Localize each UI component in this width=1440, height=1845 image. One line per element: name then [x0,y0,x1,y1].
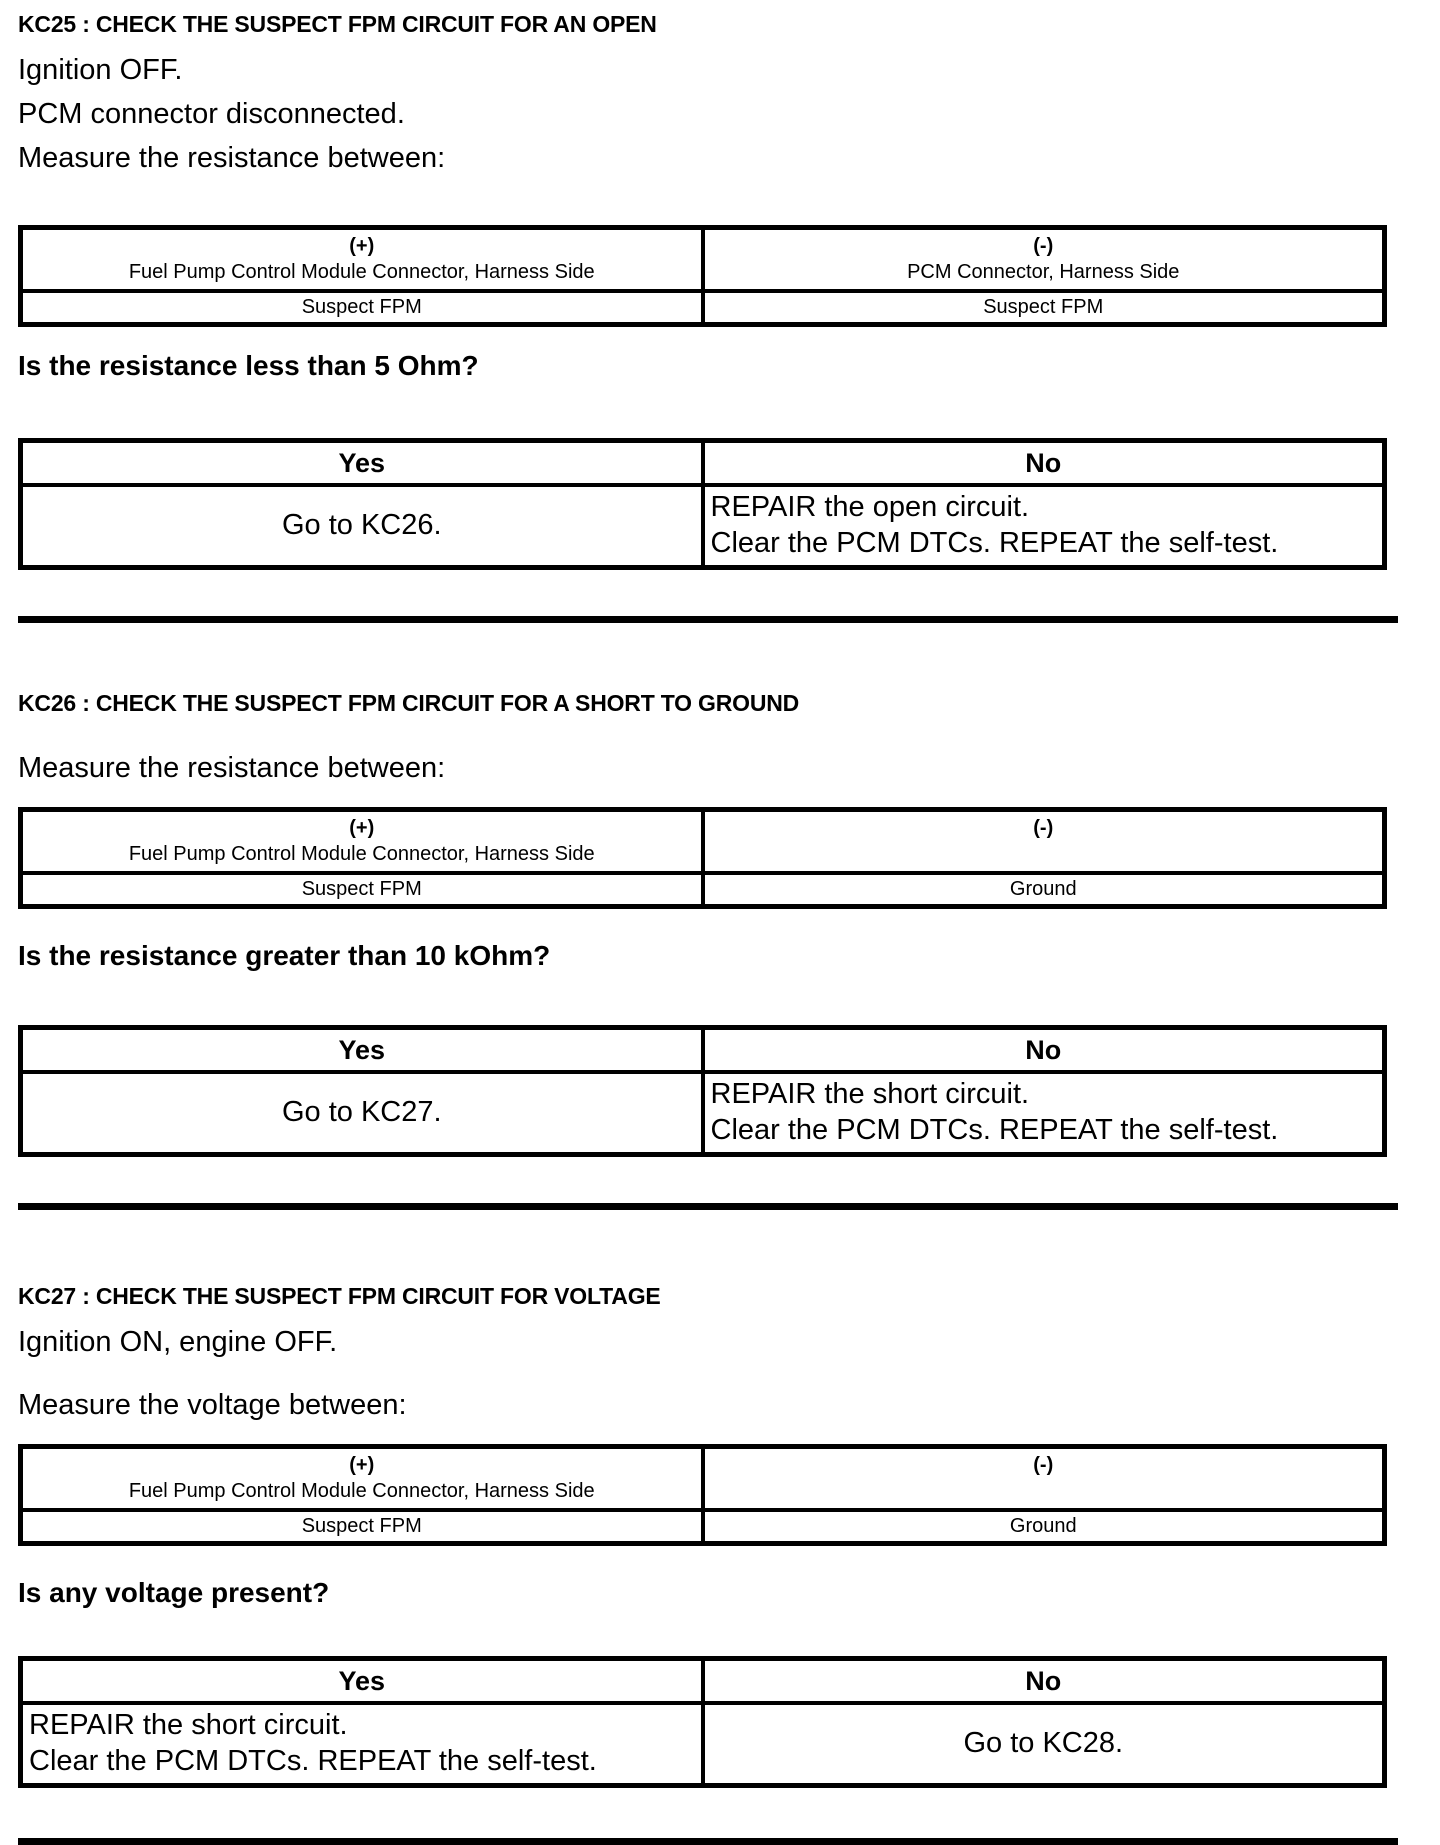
table-row [21,1510,1385,1544]
decision-question: Is the resistance greater than 10 kOhm? [18,940,551,971]
yes-action-cell [21,485,703,568]
table-row [21,1703,1385,1786]
yes-action-cell [21,1072,703,1155]
negative-circuit-cell [703,291,1385,325]
action-line: Go to KC28. [963,1727,1124,1759]
circuit-label: Suspect FPM [301,296,422,318]
pinpoint-step-kc25 [18,12,1440,570]
measurement-points-table [18,1444,1387,1546]
action-line: Clear the PCM DTCs. REPEAT the self-test. [710,527,1279,559]
table-row [21,1659,1385,1704]
connector-label: Fuel Pump Control Module Connector, Harness Side [128,1480,595,1502]
action-line: Clear the PCM DTCs. REPEAT the self-test. [710,1114,1279,1146]
decision-table [18,438,1387,570]
negative-circuit-cell [703,1510,1385,1544]
circuit-label: Ground [1009,1515,1077,1537]
measure-instruction: Measure the resistance between: [18,142,446,174]
circuit-label: Suspect FPM [301,1515,422,1537]
table-row [21,810,1385,874]
circuit-label: Suspect FPM [301,878,422,900]
action-line: Go to KC27. [281,1096,442,1128]
decision-question: Is the resistance less than 5 Ohm? [18,350,479,381]
no-action-cell [703,1072,1385,1155]
decision-table [18,1025,1387,1157]
section-divider [18,1203,1398,1210]
step-heading: KC27 : CHECK THE SUSPECT FPM CIRCUIT FOR VOLTAGE [18,1283,661,1309]
connector-label [711,1478,1377,1504]
measure-instruction: Measure the resistance between: [18,752,446,784]
section-divider [18,616,1398,623]
action-line: REPAIR the short circuit. [29,1709,348,1741]
pinpoint-step-kc27 [18,1284,1440,1788]
step-heading: KC25 : CHECK THE SUSPECT FPM CIRCUIT FOR AN OPEN [18,11,657,37]
negative-lead-cell [703,1447,1385,1511]
step-heading: KC26 : CHECK THE SUSPECT FPM CIRCUIT FOR A SHORT TO GROUND [18,690,800,716]
test-condition: Ignition ON, engine OFF. [18,1326,338,1358]
test-condition: Ignition OFF. [18,54,183,86]
polarity-label: (-) [1033,235,1054,257]
polarity-label: (+) [349,817,375,839]
connector-label: Fuel Pump Control Module Connector, Harness Side [128,261,595,283]
negative-lead-cell [703,810,1385,874]
table-row [21,873,1385,907]
yes-column-header: Yes [21,441,703,486]
no-action-cell [703,1703,1385,1786]
connector-label: PCM Connector, Harness Side [907,261,1180,283]
action-line: REPAIR the open circuit. [710,491,1030,523]
action-line: Clear the PCM DTCs. REPEAT the self-test. [29,1745,597,1777]
table-row [21,228,1385,292]
yes-column-header: Yes [21,1028,703,1073]
table-row [21,291,1385,325]
decision-question: Is any voltage present? [18,1577,330,1608]
measurement-points-table [18,225,1387,327]
no-column-header: No [703,1028,1385,1073]
polarity-label: (+) [349,1454,375,1476]
decision-table [18,1656,1387,1788]
table-row [21,1028,1385,1073]
polarity-label: (-) [1033,1454,1054,1476]
positive-circuit-cell [21,291,703,325]
measure-instruction: Measure the voltage between: [18,1389,407,1421]
negative-lead-cell [703,228,1385,292]
test-condition: PCM connector disconnected. [18,98,405,130]
polarity-label: (+) [349,235,375,257]
positive-circuit-cell [21,1510,703,1544]
yes-column-header: Yes [21,1659,703,1704]
table-row [21,1447,1385,1511]
section-divider [18,1838,1398,1845]
no-column-header: No [703,1659,1385,1704]
action-line: REPAIR the short circuit. [710,1078,1030,1110]
action-line: Go to KC26. [281,509,442,541]
table-row [21,485,1385,568]
polarity-label: (-) [1033,817,1054,839]
table-row [21,1072,1385,1155]
connector-label: Fuel Pump Control Module Connector, Harness Side [128,843,595,865]
measurement-points-table [18,807,1387,909]
positive-lead-cell [21,1447,703,1511]
pinpoint-step-kc26 [18,691,1440,1157]
connector-label [711,841,1377,867]
circuit-label: Ground [1009,878,1077,900]
negative-circuit-cell [703,873,1385,907]
positive-lead-cell [21,228,703,292]
yes-action-cell [21,1703,703,1786]
positive-circuit-cell [21,873,703,907]
no-action-cell [703,485,1385,568]
table-row [21,441,1385,486]
circuit-label: Suspect FPM [983,296,1104,318]
positive-lead-cell [21,810,703,874]
no-column-header: No [703,441,1385,486]
